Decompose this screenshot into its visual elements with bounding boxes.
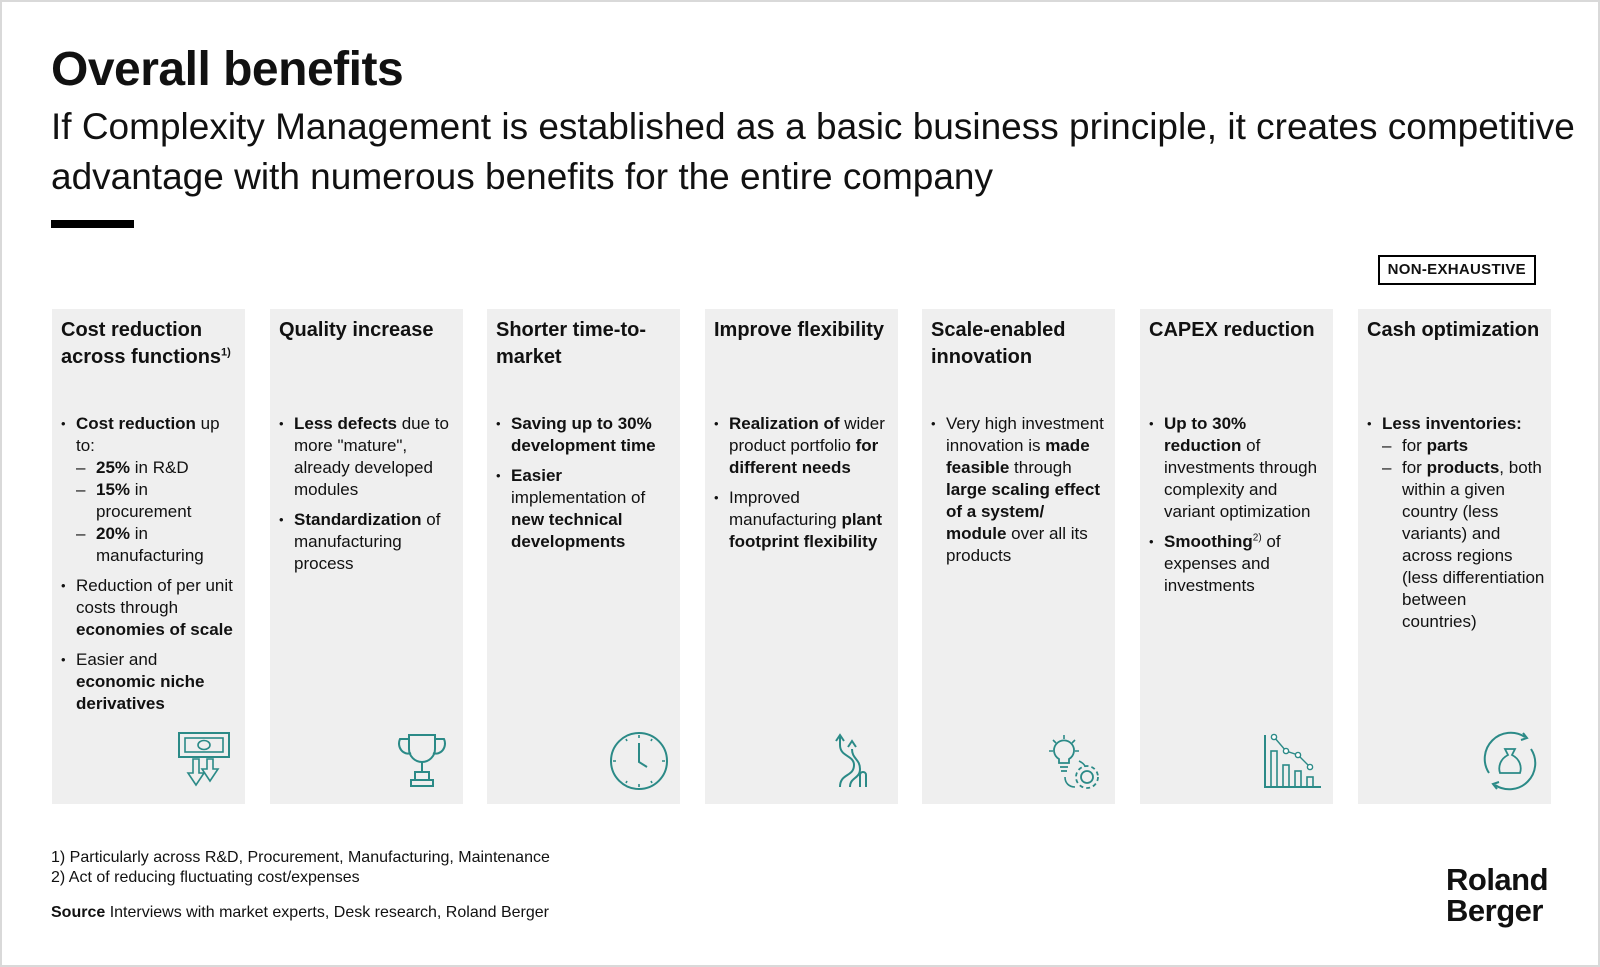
branching-arrows-icon: [826, 731, 888, 798]
benefit-list: [496, 413, 674, 561]
column-title: [714, 317, 889, 344]
columns.4.items.0.parts-part: large scaling effect of a system/ module: [946, 480, 1101, 543]
columns.0.items.0.sub.0-part: 25%: [96, 458, 131, 477]
source-line: [51, 903, 549, 923]
benefit-column: [270, 309, 463, 804]
benefit-item: [61, 575, 239, 641]
columns.2.items.1.parts-part: implementation of: [511, 488, 646, 507]
benefit-subitem: [76, 479, 239, 523]
columns.0.items.0.sub.1-part: 15%: [96, 480, 131, 499]
clock-icon: [608, 731, 670, 798]
column-title: [279, 317, 454, 344]
benefit-item: [714, 413, 892, 479]
column-title-main: Shorter time-to-market: [496, 319, 646, 368]
columns.0.items.0.sub.2-part: in manufacturing: [96, 524, 204, 565]
columns.2.items.1.parts-part: Easier: [511, 466, 563, 485]
column-title-rest: across functions$^{1)}$: [61, 346, 231, 368]
benefit-item: [61, 649, 239, 715]
columns.0.items.1.parts-part: economies of scale: [76, 620, 233, 639]
footnotes: [51, 848, 550, 888]
column-title: [931, 317, 1106, 371]
money-down-arrows-icon: [173, 731, 235, 798]
benefit-column: [705, 309, 898, 804]
columns.1.items.0.parts-part: due to more "mature", already developed modules: [294, 414, 449, 499]
benefit-column: [1140, 309, 1333, 804]
benefit-list: [279, 413, 457, 583]
column-title-main: CAPEX reduction: [1149, 319, 1315, 341]
columns.3.items.0.parts-part: for different needs: [729, 436, 879, 477]
column-title: [496, 317, 671, 371]
benefit-column: [52, 309, 245, 804]
source-text: Interviews with market experts, Desk research, Roland Berger: [105, 904, 549, 921]
source-label: Source: [51, 904, 106, 921]
columns.5.items.0.parts-part: of investments through complexity and variant optimization: [1164, 436, 1318, 521]
benefit-item: [931, 413, 1109, 567]
footnote-2: 2) Act of reducing fluctuating cost/expenses: [51, 869, 360, 886]
non-exhaustive-tag: NON-EXHAUSTIVE: [1378, 255, 1536, 285]
trophy-icon: [391, 731, 453, 798]
benefit-item: [714, 487, 892, 553]
columns.5.items.1.parts-part: 2): [1252, 532, 1262, 544]
columns.0.items.1.parts-part: Reduction of per unit costs through: [76, 576, 233, 617]
benefit-item: [61, 413, 239, 567]
columns.3.items.0.parts-part: Realization of: [729, 414, 840, 433]
benefit-item: [279, 509, 457, 575]
benefit-list: [931, 413, 1109, 575]
columns.6.items.0.sub.0-part: for: [1402, 436, 1427, 455]
columns.4.items.0.parts-part: Very high investment innovation is: [946, 414, 1104, 455]
benefit-item: [1367, 413, 1545, 633]
columns.1.items.1.parts-part: of manufacturing process: [294, 510, 441, 573]
title-accent-bar: [51, 220, 134, 228]
benefit-list: [1149, 413, 1327, 605]
benefit-column: [922, 309, 1115, 804]
footnote-ref: 1): [221, 346, 231, 359]
columns.5.items.1.parts-part: of expenses and investments: [1164, 532, 1281, 595]
benefit-subitem: [76, 457, 239, 479]
columns.2.items.0.parts-part: Saving up to 30% development time: [511, 414, 656, 455]
columns.4.items.0.parts-part: over all its products: [946, 524, 1088, 565]
benefit-item: [1149, 531, 1327, 597]
column-title-main: Cost reduction: [61, 319, 203, 341]
benefit-subitem: [1382, 457, 1545, 633]
money-bag-cycle-icon: [1479, 731, 1541, 798]
columns.3.items.1.parts-part: plant footprint flexibility: [729, 510, 883, 551]
column-title-main: Scale-enabled innovation: [931, 319, 1066, 368]
columns.2.items.1.parts-part: new technical developments: [511, 510, 626, 551]
columns.4.items.0.parts-part: made feasible: [946, 436, 1090, 477]
column-title: [1149, 317, 1324, 344]
benefit-column: [487, 309, 680, 804]
columns.4.items.0.parts-part: through: [1009, 458, 1072, 477]
column-title-main: Improve flexibility: [714, 319, 885, 341]
benefit-column: [1358, 309, 1551, 804]
columns.0.items.2.parts-part: Easier and: [76, 650, 158, 669]
benefit-subitem: [1382, 435, 1545, 457]
columns.1.items.0.parts-part: Less defects: [294, 414, 397, 433]
columns.6.items.0.sub.0-part: parts: [1426, 436, 1469, 455]
columns.0.items.0.parts-part: Cost reduction: [76, 414, 196, 433]
columns.6.items.0.sub.1-part: , both within a given country (less variants) and across regions (less differentiation between countries): [1402, 458, 1545, 631]
columns.0.items.0.sub.2-part: 20%: [96, 524, 131, 543]
page-title: Overall benefits: [51, 43, 404, 96]
benefit-sublist: [1382, 435, 1545, 633]
bar-chart-icon: [1261, 731, 1323, 798]
columns.0.items.0.parts-part: up to:: [76, 414, 220, 455]
benefit-item: [279, 413, 457, 501]
logo-line-2: Berger: [1446, 893, 1543, 928]
slide: [2, 2, 1598, 965]
benefit-item: [1149, 413, 1327, 523]
benefit-sublist: [76, 457, 239, 567]
columns.0.items.0.sub.1-part: in procurement: [96, 480, 192, 521]
column-title-main: Cash optimization: [1367, 319, 1540, 341]
column-title: [1367, 317, 1542, 344]
benefit-subitem: [76, 523, 239, 567]
benefit-item: [496, 465, 674, 553]
benefit-list: [61, 413, 239, 723]
columns.5.items.1.parts-part: Smoothing: [1164, 532, 1253, 551]
footnote-1: 1) Particularly across R&D, Procurement, Manufacturing, Maintenance: [51, 849, 550, 866]
roland-berger-logo: [1446, 864, 1548, 926]
columns.3.items.1.parts-part: Improved manufacturing: [729, 488, 842, 529]
page-subtitle: If Complexity Management is established as a basic business principle, it creates competitive advantage with numerous benefits for the entire company: [51, 106, 1575, 197]
benefit-item: [496, 413, 674, 457]
columns.3.items.0.parts-part: wider product portfolio: [729, 414, 885, 455]
columns.0.items.0.sub.0-part: in R&D: [130, 458, 189, 477]
columns.5.items.0.parts-part: Up to 30% reduction: [1164, 414, 1247, 455]
column-title-main: Quality increase: [279, 319, 434, 341]
columns.6.items.0.parts-part: Less inventories:: [1382, 414, 1522, 433]
lightbulb-gear-icon: [1043, 731, 1105, 798]
columns.1.items.1.parts-part: Standardization: [294, 510, 422, 529]
logo-line-1: Roland: [1446, 862, 1549, 897]
benefit-list: [1367, 413, 1545, 641]
column-title: [61, 317, 236, 371]
columns.6.items.0.sub.1-part: for: [1402, 458, 1427, 477]
columns.0.items.2.parts-part: economic niche derivatives: [76, 672, 205, 713]
columns.6.items.0.sub.1-part: products: [1426, 458, 1500, 477]
benefit-list: [714, 413, 892, 561]
